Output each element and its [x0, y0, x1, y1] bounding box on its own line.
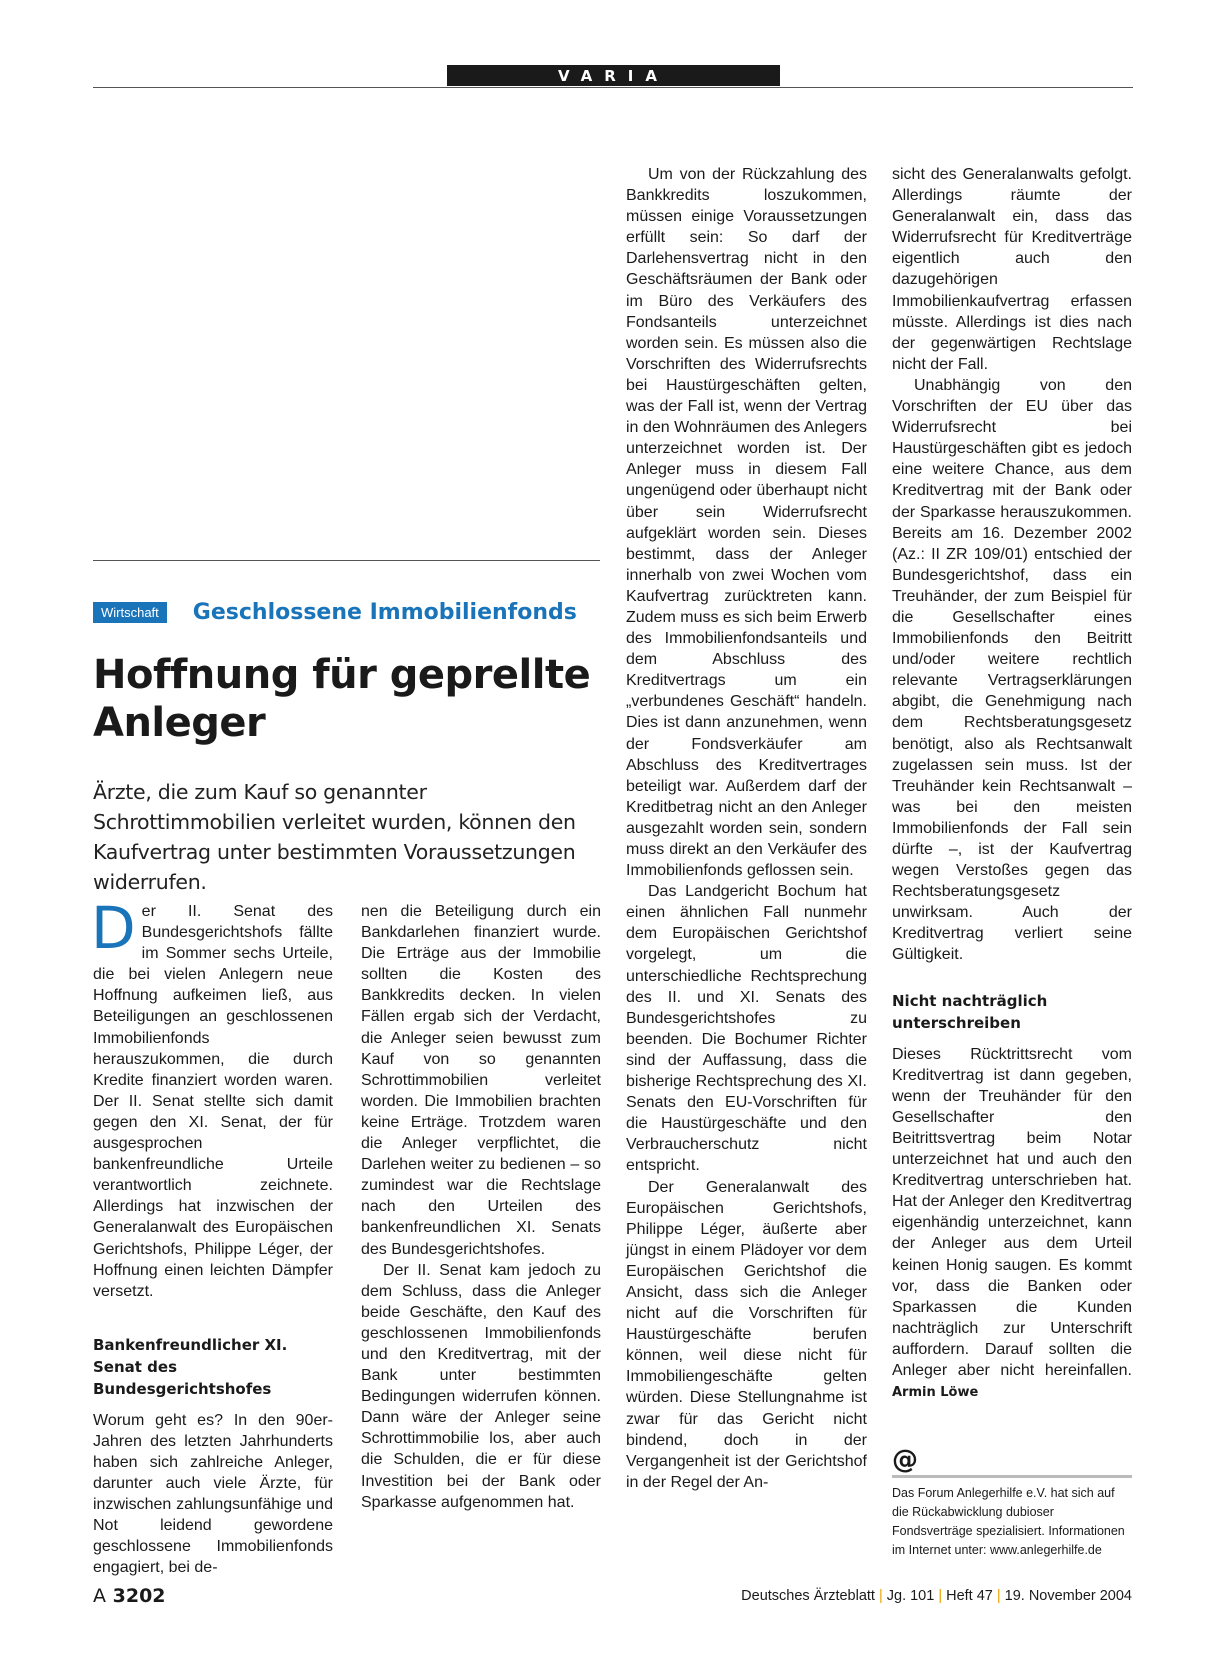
lead-paragraph: Ärzte, die zum Kauf so genannter Schrottimmobilien verleitet wurden, können den Kaufvertrag unter bestimmten Voraussetzungen widerrufen. [93, 780, 576, 894]
body-paragraph: Worum geht es? In den 90er-Jahren des letzten Jahrhunderts haben sich zahlreiche Anleger, darunter auch viele Ärzte, für inzwischen zahlungsunfähige und Not leidend gewordene geschlossene Immobilienfonds engagiert, bei de- [93, 1411, 333, 1577]
journal-volume: Jg. 101 [886, 1588, 935, 1604]
footer-separator: | [996, 1588, 1001, 1604]
category-tag: Wirtschaft [93, 602, 167, 623]
drop-cap: D [91, 894, 136, 962]
info-box-text: Das Forum Anlegerhilfe e.V. hat sich auf die Rückabwicklung dubioser Fondsverträge spezialisiert. Informationen im Internet unter: www.anlegerhilfe.de [892, 1486, 1125, 1557]
journal-name: Deutsches Ärzteblatt [741, 1588, 875, 1604]
header-rule [93, 87, 1133, 88]
body-paragraph [91, 894, 333, 1302]
body-paragraph: Unabhängig von den Vorschriften der EU über das Widerrufsrecht bei Haustürgeschäften gibt es jedoch eine weitere Chance, aus dem Kreditvertrag mit der Bank oder der Sparkasse herauszukommen. Bereits am 16. Dezember 2002 (Az.: II ZR 109/01) entschied der Bundesgerichtshof, dass ein Treuhänder, der zum Beispiel für die Gesellschafter eines Immobilienfonds den Beitritt und/oder weitere rechtlich relevante Vertragserklärungen abgibt, die Genehmigung nach dem Rechtsberatungsgesetz benötigt, also als Rechtsanwalt zugelassen sein muss. Ist der Treuhänder kein Rechtsanwalt – was bei den meisten Immobilienfonds der Fall sein dürfte –, ist der Kaufvertrag wegen Verstoßes gegen das Rechtsberatungsgesetz unwirksam. Auch der Kreditvertrag verliert seine Gültigkeit. [892, 376, 1132, 964]
body-paragraph: sicht des Generalanwalts gefolgt. Allerdings räumte der Generalanwalt ein, dass das Widerrufsrecht für Kreditverträge eigentlich auch den dazugehörigen Immobilienkaufvertrag erfassen müsste. Allerdings ist dies nach der gegenwärtigen Rechtslage nicht der Fall. [892, 166, 1132, 373]
info-box [892, 1447, 1132, 1560]
journal-footer [741, 1588, 1132, 1604]
footer-separator: | [938, 1588, 943, 1604]
subheading: Bankenfreundlicher XI. Senat des Bundesgerichtshofes [93, 1335, 288, 1398]
footer-separator: | [878, 1588, 883, 1604]
headline: Hoffnung für geprellte Anleger [93, 652, 591, 746]
body-paragraph: Der Generalanwalt des Europäischen Gerichtshofs, Philippe Léger, äußerte aber jüngst in einem Plädoyer vor dem Europäischen Gerichtshof die Ansicht, dass sich die Anleger nicht auf die Vorschriften für Haustürgeschäfte berufen können, weil diese nicht für Immobiliengeschäfte gelten würden. Diese Stellungnahme ist zwar für das Gericht nicht bindend, doch in der Vergangenheit ist der Gerichtshof in der Regel der An- [626, 1178, 867, 1491]
at-sign-icon: @ [892, 1445, 918, 1475]
subheading: Nicht nachträglich unterschreiben [892, 991, 1048, 1032]
body-paragraph: Um von der Rückzahlung des Bankkredits loszukommen, müssen einige Voraussetzungen erfüllt sein: So darf der Darlehensvertrag nicht in den Geschäftsräumen der Bank oder im Büro des Verkäufers des Fondsanteils unterzeichnet worden sein. Es müssen also die Vorschriften des Widerrufsrechts bei Haustürgeschäften gelten, was der Fall ist, wenn der Vertrag in den Wohnräumen des Anlegers unterzeichnet worden ist. Der Anleger muss in diesem Fall ungenügend oder überhaupt nicht über sein Widerrufsrecht aufgeklärt worden sein. Dieses bestimmt, dass der Anleger innerhalb von zwei Wochen vom Kaufvertrag zurücktreten kann. Zudem muss es sich beim Erwerb des Immobilienfondsanteils und dem Abschluss des Kreditvertrags um ein „verbundenes Geschäft“ handeln. Dies ist dann anzunehmen, wenn der Fondsverkäufer am Abschluss des Kreditvertrages beteiligt war. Außerdem darf der Kreditbetrag nicht an den Anleger ausgezahlt worden sein, sondern muss direkt an den Verkäufer des Immobilienfonds geflossen sein. [626, 166, 867, 880]
section-header: VARIA [447, 65, 780, 86]
author-signature: Armin Löwe [892, 1385, 979, 1401]
page-number-value: 3202 [112, 1585, 166, 1607]
rubric [93, 597, 577, 627]
body-paragraph: nen die Beteiligung durch ein Bankdarlehen finanziert wurde. Die Erträge aus der Immobilie sollten die Kosten des Bankkredits decken. In vielen Fällen ergab sich der Verdacht, die Anleger seien bewusst zum Kauf von so genannten Schrottimmobilien verleitet worden. Die Immobilien brachten keine Erträge. Trotzdem waren die Anleger verpflichtet, die Darlehen weiter zu bedienen – so zumindest war die Rechtslage nach den Urteilen des bankenfreundlichen XI. Senats des Bundesgerichtshofes. [361, 903, 601, 1258]
article-divider [93, 560, 600, 561]
page-number [93, 1585, 166, 1607]
journal-date: 19. November 2004 [1004, 1588, 1132, 1604]
body-paragraph: Der II. Senat kam jedoch zu dem Schluss, dass die Anleger beide Geschäfte, den Kauf des geschlossenen Immobilienfonds und den Kreditvertrag, mit der Bank unter bestimmten Bedingungen widerrufen können. Dann wäre der Anleger seine Schrottimmobilie los, aber auch die Schulden, die er für diese Investition bei der Bank oder Sparkasse aufgenommen hat. [361, 1261, 601, 1511]
column-2 [361, 901, 601, 1513]
column-1 [91, 894, 333, 1579]
paragraph-text: Dieses Rücktrittsrecht vom Kreditvertrag ist dann gegeben, wenn der Treuhänder für den Gesellschafter den Beitrittsvertrag beim Notar unterzeichnet hat und auch den Kreditvertrag unterschrieben hat. Hat der Anleger den Kreditvertrag eigenhändig unterzeichnet, kann der Anleger aus dem Urteil keinen Honig saugen. Es kommt vor, dass die Banken oder Sparkassen die Kunden nachträglich zur Unterschrift auffordern. Darauf sollten die Anleger aber nicht hereinfallen. [892, 1045, 1132, 1379]
body-paragraph [892, 1044, 1132, 1404]
body-paragraph: Das Landgericht Bochum hat einen ähnlichen Fall nunmehr dem Europäischen Gerichtshof vorgelegt, um die unterschiedliche Rechtsprechung des II. und XI. Senats des Bundesgerichtshofes zu beenden. Die Bochumer Richter sind der Auffassung, dass die bisherige Rechtsprechung des XI. Senats den EU-Vorschriften für die Haustürgeschäfte und den Verbraucherschutz nicht entspricht. [626, 883, 867, 1175]
column-4 [892, 164, 1132, 1403]
journal-issue: Heft 47 [946, 1588, 993, 1604]
info-box-rule [892, 1475, 1132, 1478]
kicker: Geschlossene Immobilienfonds [192, 599, 577, 625]
page-prefix: A [93, 1585, 106, 1607]
paragraph-text: er II. Senat des Bundesgerichtshofs fällte im Sommer sechs Urteile, die bei vielen Anlegern neue Hoffnung aufkeimen ließ, aus Beteiligungen an geschlossenen Immobilienfonds herauszukommen, die durch Kredite finanziert worden waren. Der II. Senat stellte sich damit gegen den XI. Senat, der für ausgesprochen bankenfreundliche Urteile verantwortlich zeichnete. Allerdings hat inzwischen der Generalanwalt des Europäischen Gerichtshofs, Philippe Léger, der Hoffnung einen leichten Dämpfer versetzt. [93, 903, 333, 1300]
column-3 [626, 164, 867, 1493]
